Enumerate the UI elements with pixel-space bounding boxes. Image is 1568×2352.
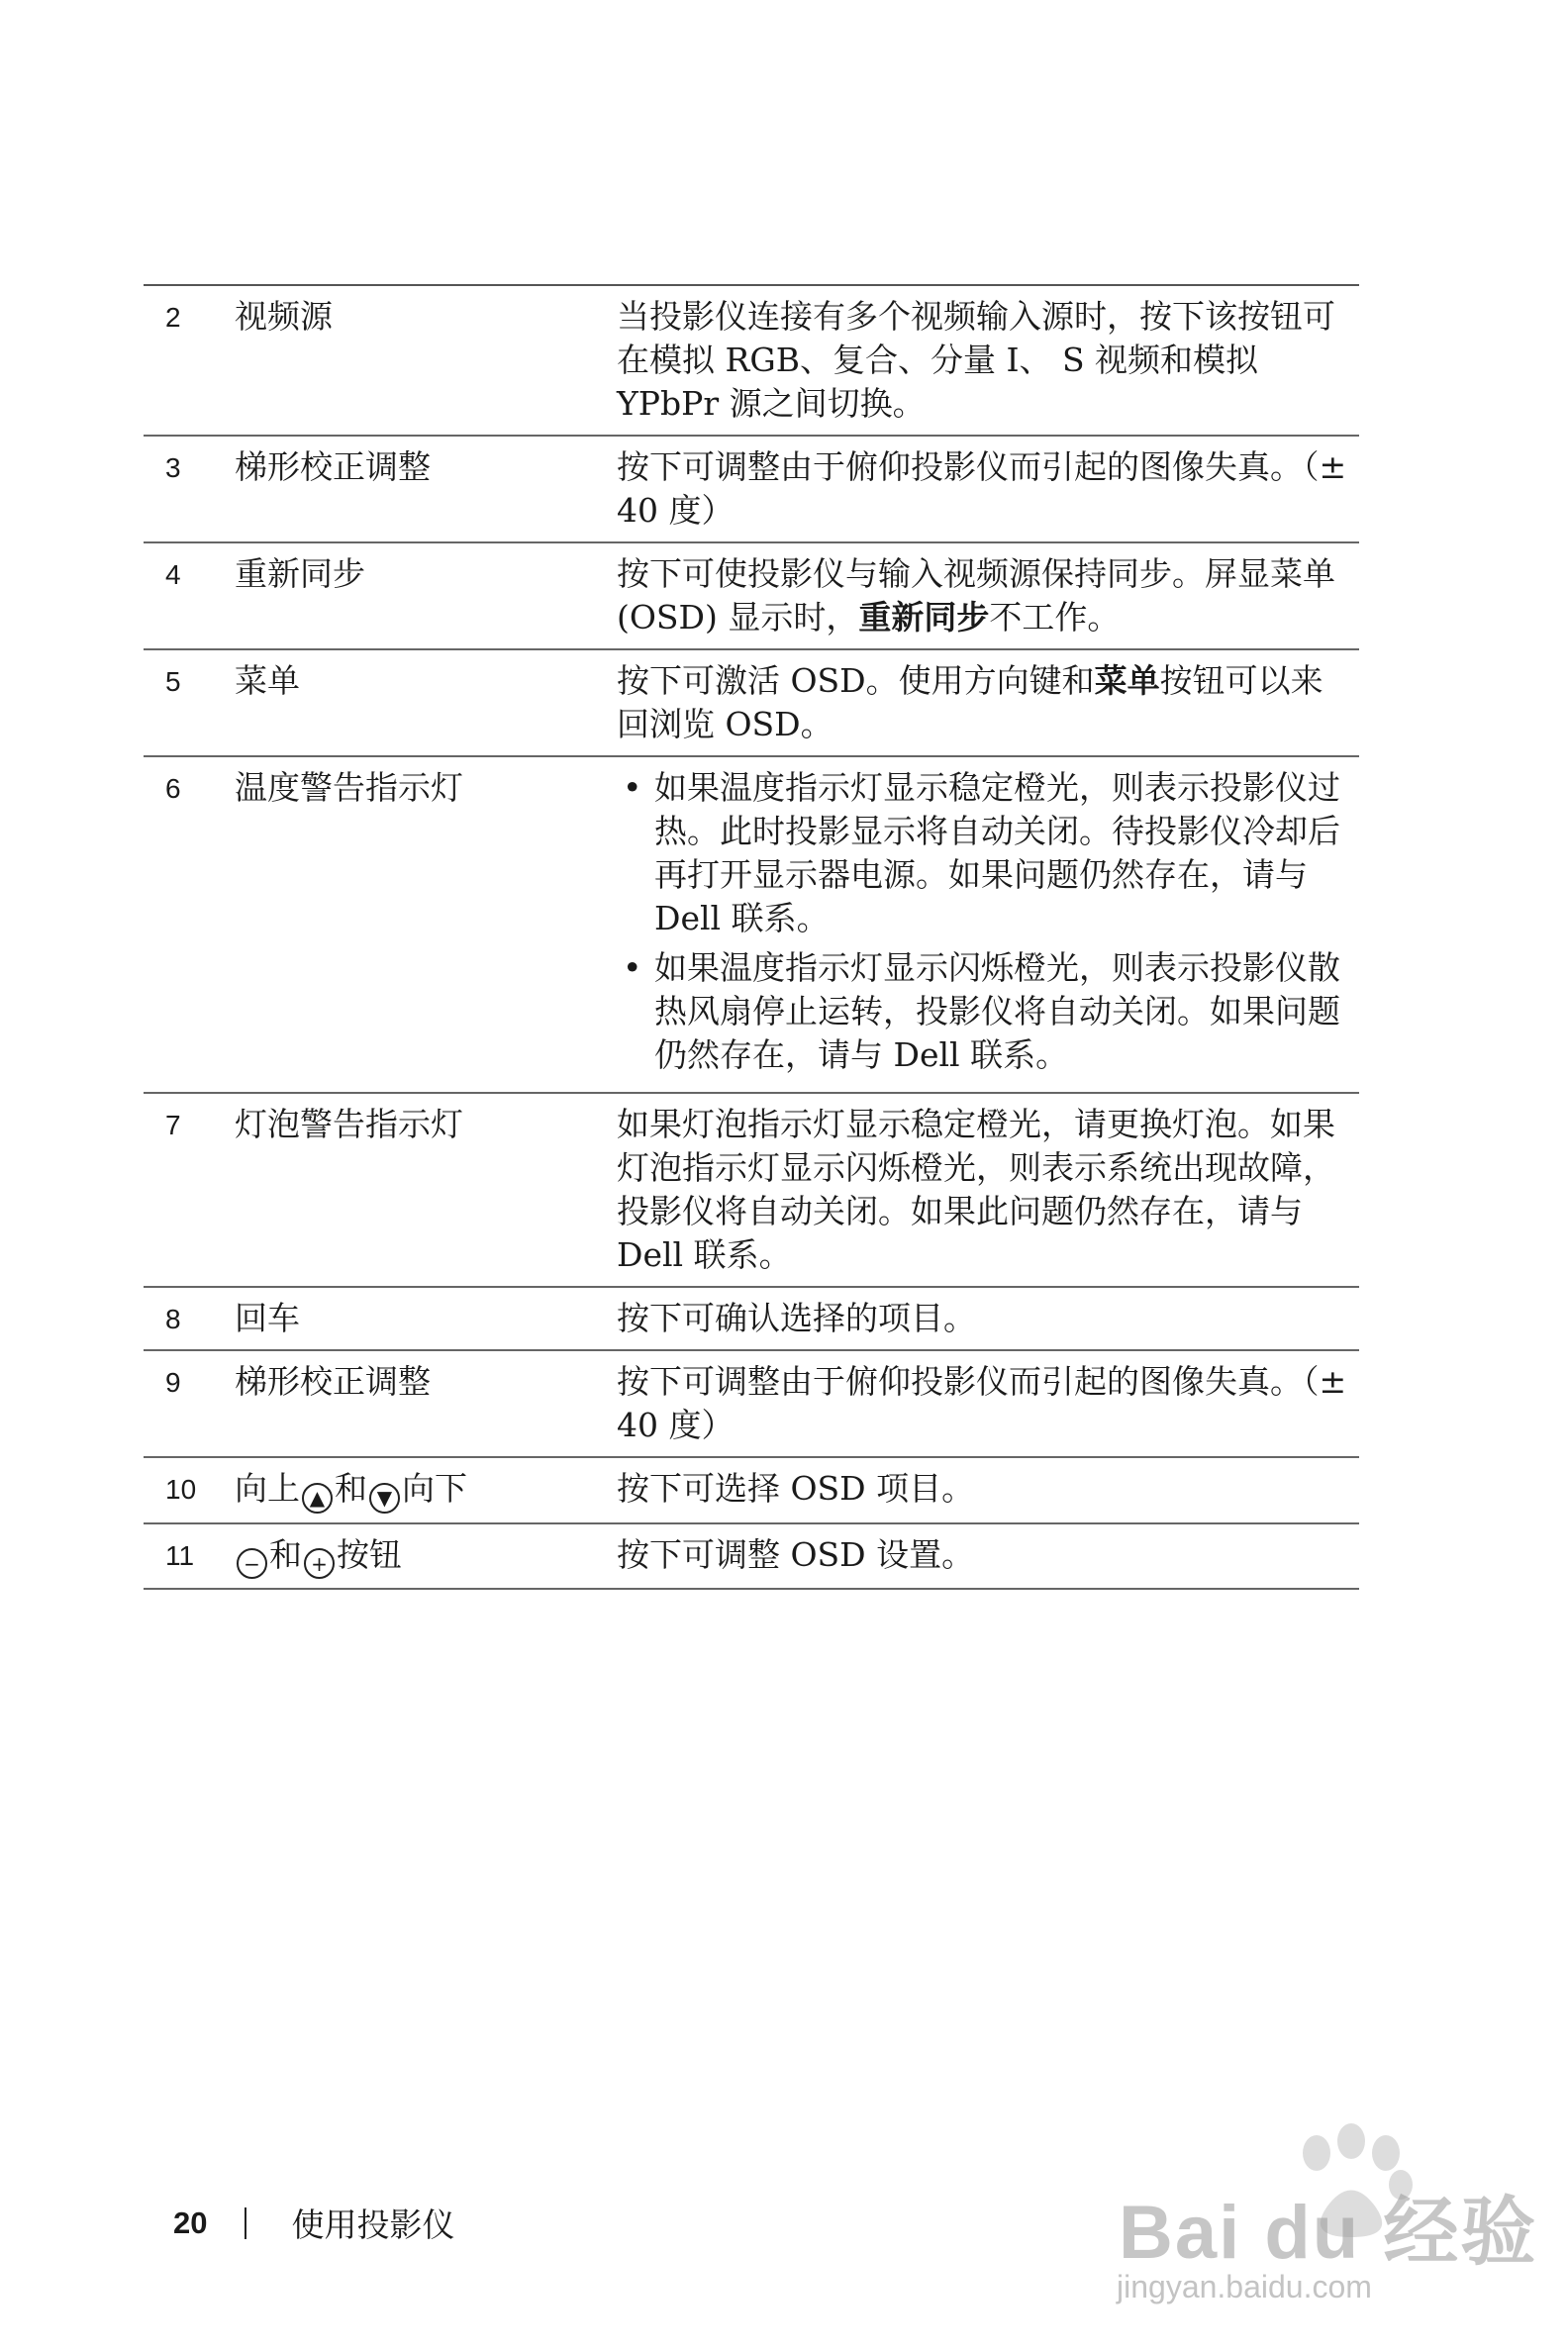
watermark-brand: Bai du 经验	[1119, 2191, 1538, 2275]
bold-term: 重新同步	[858, 598, 990, 637]
item-number: 8	[165, 1304, 181, 1334]
item-description	[617, 659, 1349, 746]
item-description: 如果灯泡指示灯显示稳定橙光，请更换灯泡。如果灯泡指示灯显示闪烁橙光，则表示系统出现故障，投影仪将自动关闭。如果此问题仍然存在，请与 Dell 联系。	[617, 1105, 1335, 1274]
item-number: 5	[165, 666, 181, 697]
item-description	[617, 552, 1349, 639]
item-number: 2	[165, 302, 181, 333]
item-name: 梯形校正调整	[235, 1362, 431, 1401]
description-text: 按下可使投影仪与输入视频源保持同步。屏显菜单 (OSD) 显示时，	[617, 554, 1335, 637]
table-row	[144, 437, 1359, 543]
bullet-icon: •	[623, 948, 642, 987]
table-row	[144, 1351, 1359, 1458]
item-name: 温度警告指示灯	[235, 768, 463, 807]
table-row	[144, 757, 1359, 1094]
table-row	[144, 286, 1359, 437]
bold-term: 菜单	[1094, 661, 1160, 700]
item-description: 按下可调整由于俯仰投影仪而引起的图像失真。（± 40 度）	[617, 447, 1347, 530]
page-number: 20	[173, 2205, 208, 2240]
table-row	[144, 650, 1359, 757]
item-name: 灯泡警告指示灯	[235, 1105, 463, 1143]
item-name: 重新同步	[235, 554, 365, 593]
description-text: 不工作。	[989, 598, 1121, 637]
plus-icon: +	[304, 1548, 335, 1579]
item-description	[617, 766, 1349, 1083]
table-row	[144, 543, 1359, 650]
table-row	[144, 1458, 1359, 1524]
button-description-table	[144, 284, 1359, 1590]
down-arrow-icon: ▼	[369, 1483, 400, 1514]
footer-divider	[245, 2207, 246, 2239]
page-footer	[173, 2200, 454, 2246]
item-name: 梯形校正调整	[235, 447, 431, 486]
chapter-title: 使用投影仪	[291, 2205, 455, 2244]
item-description: 按下可确认选择的项目。	[617, 1299, 976, 1337]
description-text: 按下可激活 OSD。使用方向键和	[617, 661, 1095, 700]
bullet-item	[623, 946, 1349, 1077]
item-name: 回车	[235, 1299, 300, 1337]
name-text: 和	[269, 1534, 302, 1574]
bullet-item	[623, 766, 1349, 940]
watermark-url: jingyan.baidu.com	[1117, 2269, 1372, 2304]
item-number: 7	[165, 1110, 181, 1140]
description-text: 按钮可以来回浏览 OSD。	[617, 661, 1323, 743]
item-name: 视频源	[235, 297, 333, 336]
table-row	[144, 1524, 1359, 1591]
item-description: 当投影仪连接有多个视频输入源时，按下该按钮可在模拟 RGB、复合、分量 I、 S 视频和模拟 YPbPr 源之间切换。	[617, 297, 1335, 423]
bullet-text: 如果温度指示灯显示闪烁橙光，则表示投影仪散热风扇停止运转，投影仪将自动关闭。如果问题仍然存在，请与 Dell 联系。	[654, 948, 1340, 1074]
table-row	[144, 1288, 1359, 1351]
item-number: 9	[165, 1367, 181, 1398]
item-name	[235, 1467, 617, 1514]
table-row	[144, 1094, 1359, 1288]
item-number: 3	[165, 452, 181, 483]
item-name	[235, 1533, 617, 1580]
name-text: 向下	[402, 1469, 467, 1508]
item-number: 4	[165, 559, 181, 590]
item-description: 按下可选择 OSD 项目。	[617, 1469, 975, 1508]
bullet-icon: •	[623, 768, 642, 807]
name-text: 和	[335, 1469, 367, 1508]
name-text: 向上	[235, 1469, 300, 1508]
item-number: 6	[165, 773, 181, 804]
item-number: 11	[165, 1539, 195, 1571]
item-description: 按下可调整由于俯仰投影仪而引起的图像失真。（± 40 度）	[617, 1362, 1347, 1444]
up-arrow-icon: ▲	[302, 1483, 333, 1514]
name-text: 按钮	[337, 1534, 402, 1574]
item-name: 菜单	[235, 661, 300, 700]
minus-icon: −	[237, 1548, 267, 1579]
item-description: 按下可调整 OSD 设置。	[617, 1534, 975, 1574]
item-number: 10	[165, 1474, 197, 1505]
bullet-text: 如果温度指示灯显示稳定橙光，则表示投影仪过热。此时投影显示将自动关闭。待投影仪冷却后再打开显示器电源。如果问题仍然存在，请与 Dell 联系。	[654, 768, 1340, 937]
